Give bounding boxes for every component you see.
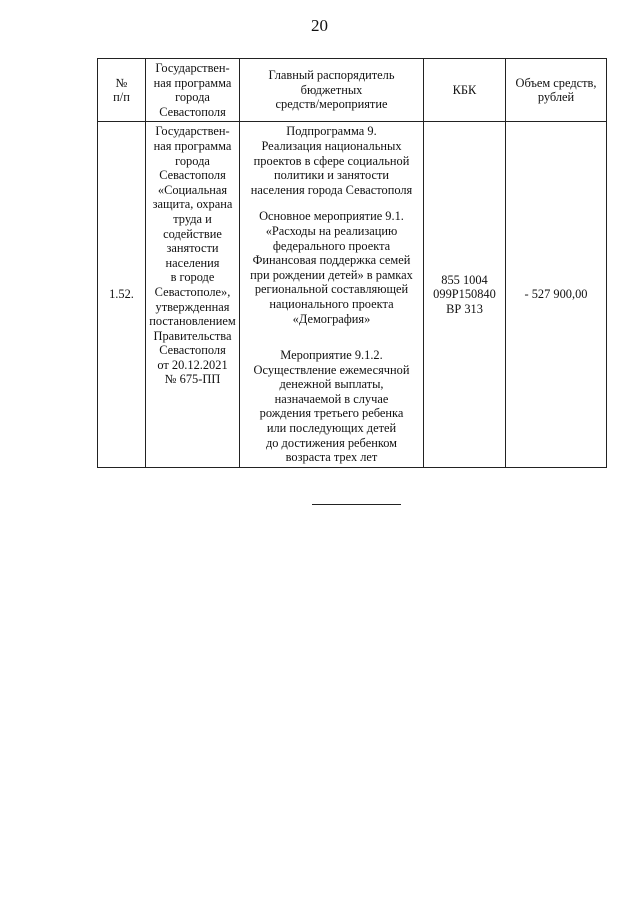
row-program: Государствен- ная программа города Севастополя «Социальная защита, охрана труда и содействие занятости населения в городе Севастополе», утвержденная постановлением Правительства Севастополя от 20.12.2021 № 675-ПП — [146, 122, 240, 467]
activity-block: Мероприятие 9.1.2. Осуществление ежемесячной денежной выплаты, назначаемой в случае рождения третьего ребенка или последующих детей до достижения ребенком возраста трех лет — [253, 348, 410, 465]
subprogram-block: Подпрограмма 9. Реализация национальных проектов в сфере социальной политики и занятости населения города Севастополя — [250, 124, 413, 197]
row-amount: - 527 900,00 — [506, 122, 607, 467]
page-number: 20 — [311, 16, 328, 35]
row-num: 1.52. — [98, 122, 146, 467]
header-num: № п/п — [98, 59, 146, 122]
header-amount: Объем средств, рублей — [506, 59, 607, 122]
row-main — [240, 122, 424, 467]
budget-table — [97, 58, 607, 468]
row-kbk: 855 1004 099P150840 ВР 313 — [424, 122, 506, 467]
table-header-row — [98, 59, 607, 122]
header-program: Государствен- ная программа города Севастополя — [146, 59, 240, 122]
main-activity-block: Основное мероприятие 9.1. «Расходы на реализацию федерального проекта Финансовая поддержка семей при рождении детей» в рамках региональной составляющей национального проекта «Демография» — [250, 209, 413, 326]
table-row — [98, 122, 607, 467]
footer-rule — [312, 504, 401, 505]
header-main: Главный распорядитель бюджетных средств/мероприятие — [240, 59, 424, 122]
header-kbk: КБК — [424, 59, 506, 122]
